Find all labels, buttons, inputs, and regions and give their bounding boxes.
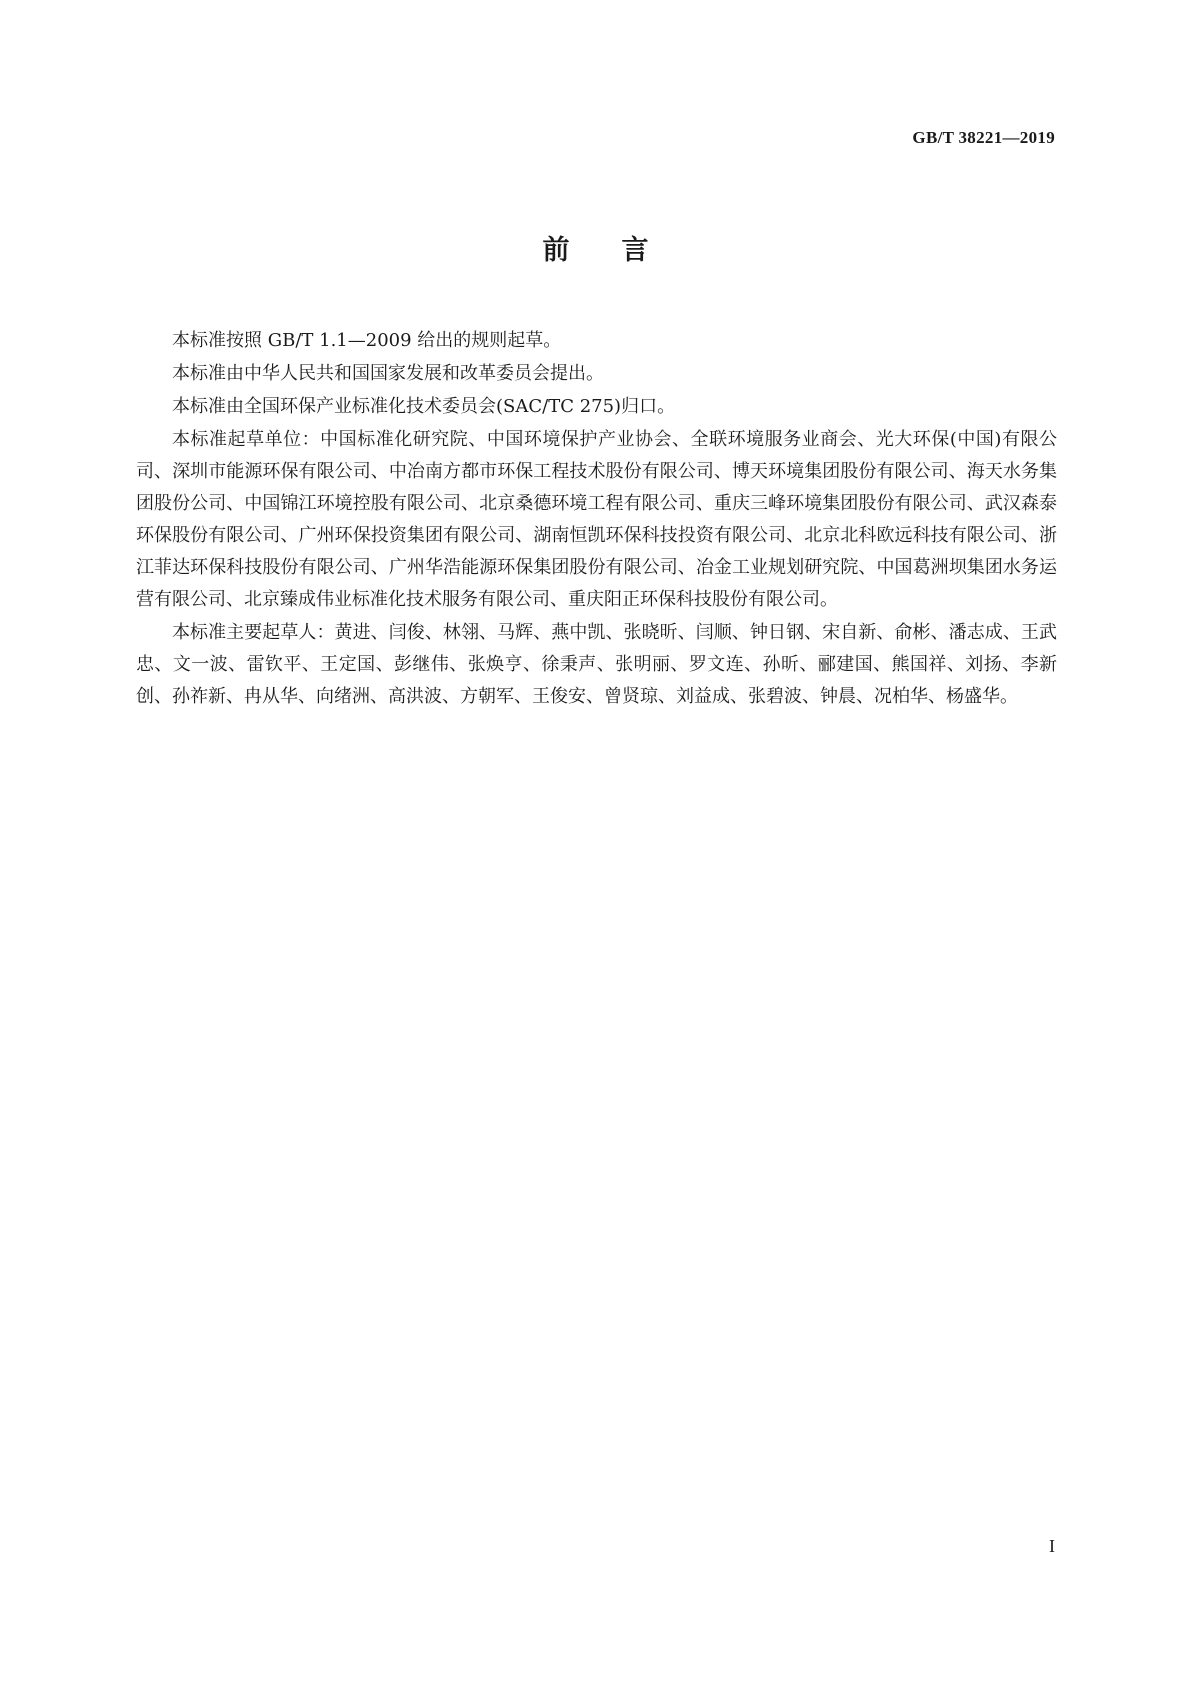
foreword-body [136, 325, 1057, 714]
page-title: 前言 [542, 235, 701, 266]
standard-number: GB/T 38221—2019 [912, 128, 1055, 147]
paragraph-drafting-rules: 本标准按照 GB/T 1.1—2009 给出的规则起草。 [172, 330, 562, 351]
page-number: I [1049, 1536, 1055, 1556]
paragraph-drafters: 本标准主要起草人：黄进、闫俊、林翎、马辉、燕中凯、张晓昕、闫顺、钟日钢、宋自新、俞彬、潘志成、王武忠、文一波、雷钦平、王定国、彭继伟、张焕亨、徐秉声、张明丽、罗文连、孙昕、郦建国、熊国祥、刘扬、李新创、孙祚新、冉从华、向绪洲、高洪波、方朝军、王俊安、曾贤琼、刘益成、张碧波、钟晨、况柏华、杨盛华。 [136, 622, 1057, 707]
paragraph-proposer: 本标准由中华人民共和国国家发展和改革委员会提出。 [172, 363, 604, 384]
paragraph-committee: 本标准由全国环保产业标准化技术委员会(SAC/TC 275)归口。 [172, 396, 676, 417]
paragraph-drafting-units: 本标准起草单位：中国标准化研究院、中国环境保护产业协会、全联环境服务业商会、光大环保(中国)有限公司、深圳市能源环保有限公司、中冶南方都市环保工程技术股份有限公司、博天环境集团股份有限公司、海天水务集团股份公司、中国锦江环境控股有限公司、北京桑德环境工程有限公司、重庆三峰环境集团股份有限公司、武汉森泰环保股份有限公司、广州环保投资集团有限公司、湖南恒凯环保科技投资有限公司、北京北科欧远科技有限公司、浙江菲达环保科技股份有限公司、广州华浩能源环保集团股份有限公司、冶金工业规划研究院、中国葛洲坝集团水务运营有限公司、北京臻成伟业标准化技术服务有限公司、重庆阳正环保科技股份有限公司。 [136, 429, 1057, 610]
